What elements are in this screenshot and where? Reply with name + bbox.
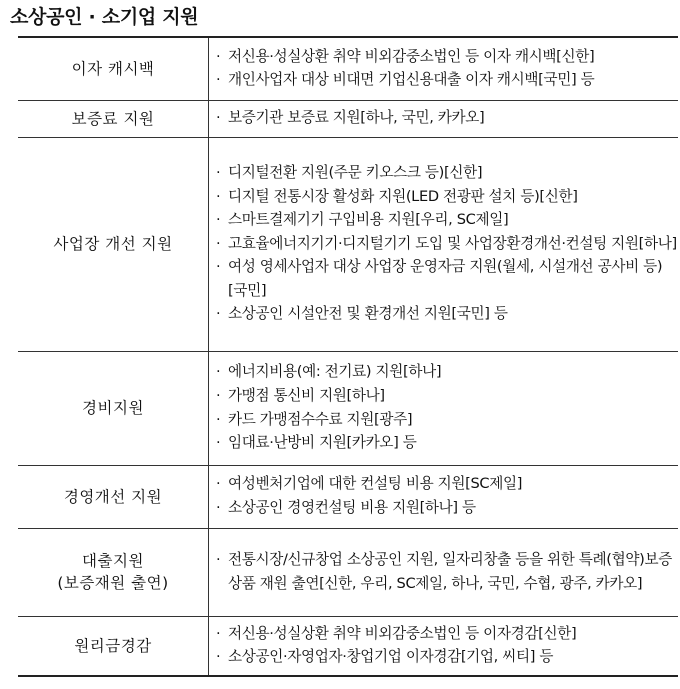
items-cell [209, 137, 679, 351]
category-cell [18, 351, 209, 465]
items-cell [209, 37, 679, 100]
category-label: 사업장 개선 지원 [53, 235, 173, 253]
list-item [209, 68, 678, 92]
table-row [18, 351, 678, 465]
items-cell [209, 100, 679, 137]
item-text: 카드 가맹점수수료 지원[광주] [228, 410, 413, 428]
support-table [18, 36, 678, 677]
item-text: 여성벤처기업에 대한 컨설팅 비용 지원[SC제일] [228, 475, 523, 493]
bullet: · [216, 499, 221, 516]
item-text: 스마트결제기기 구입비용 지원[우리, SC제일] [228, 211, 509, 229]
bullet: · [216, 258, 221, 276]
list-item [209, 622, 678, 646]
items-cell [209, 351, 679, 465]
item-text: 여성 영세사업자 대상 사업장 운영자금 지원(월세, 시설개선 공사비 등)[국민] [228, 258, 663, 299]
item-text: 개인사업자 대상 비대면 기업신용대출 이자 캐시백[국민] 등 [228, 71, 595, 89]
list-item [209, 431, 678, 455]
category-label: 대출지원 [82, 552, 144, 570]
bullet: · [216, 386, 221, 404]
bullet: · [216, 434, 221, 452]
bullet: · [216, 109, 221, 127]
category-sublabel: (보증재원 출연) [57, 574, 169, 592]
category-label: 경비지원 [82, 399, 144, 417]
bullet: · [216, 163, 221, 181]
list-item [209, 496, 678, 520]
table-row [18, 100, 678, 137]
category-cell [18, 137, 209, 351]
category-cell [18, 465, 209, 528]
category-label: 이자 캐시백 [71, 59, 155, 78]
table-row [18, 465, 678, 528]
list-item [209, 360, 678, 384]
list-item [209, 548, 678, 595]
list-item [209, 45, 678, 69]
bullet: · [216, 363, 221, 381]
bullet: · [216, 550, 221, 568]
item-text: 전통시장/신규창업 소상공인 지원, 일자리창출 등을 위한 특례(협약)보증상품 재원 출연[신한, 우리, SC제일, 하나, 국민, 수협, 광주, 카카오] [228, 550, 672, 592]
item-text: 에너지비용(예: 전기료) 지원[하나] [228, 363, 442, 381]
category-label: 경영개선 지원 [63, 487, 163, 506]
table-row [18, 528, 678, 616]
item-text: 소상공인 경영컨설팅 비용 지원[하나] 등 [228, 499, 476, 516]
table-row [18, 616, 678, 676]
list-item [209, 255, 678, 302]
item-text: 보증기관 보증료 지원[하나, 국민, 카카오] [228, 109, 485, 127]
item-text: 임대료·난방비 지원[카카오] 등 [228, 434, 417, 452]
item-text: 소상공인·자영업자·창업기업 이자경감[기업, 씨티] 등 [228, 648, 554, 666]
table-row [18, 137, 678, 351]
bullet: · [216, 211, 221, 229]
list-item [209, 384, 678, 408]
items-cell [209, 528, 679, 616]
list-item [209, 161, 678, 185]
item-text: 소상공인 시설안전 및 환경개선 지원[국민] 등 [228, 305, 508, 323]
list-item [209, 106, 678, 130]
item-text: 디지털전환 지원(주문 키오스크 등)[신한] [228, 163, 483, 181]
bullet: · [216, 410, 221, 428]
category-cell [18, 100, 209, 137]
category-cell [18, 616, 209, 676]
list-item [209, 232, 678, 256]
list-item [209, 472, 678, 496]
bullet: · [216, 475, 221, 493]
bullet: · [216, 234, 221, 252]
bullet: · [216, 47, 221, 65]
list-item [209, 208, 678, 232]
items-cell [209, 616, 679, 676]
item-text: 가맹점 통신비 지원[하나] [228, 386, 385, 404]
list-item [209, 645, 678, 669]
bullet: · [216, 648, 221, 666]
page-title: 소상공인 · 소기업 지원 [10, 6, 199, 28]
item-text: 고효율에너지기기·디지털기기 도입 및 사업장환경개선·컨설팅 지원[하나] [228, 234, 677, 252]
bullet: · [216, 624, 221, 642]
item-text: 저신용·성실상환 취약 비외감중소법인 등 이자 캐시백[신한] [228, 47, 595, 65]
list-item [209, 185, 678, 209]
category-label: 원리금경감 [74, 636, 152, 655]
items-cell [209, 465, 679, 528]
item-text: 디지털 전통시장 활성화 지원(LED 전광판 설치 등)[신한] [228, 187, 578, 205]
category-cell [18, 37, 209, 100]
list-item [209, 302, 678, 326]
bullet: · [216, 187, 221, 205]
category-label: 보증료 지원 [71, 109, 155, 128]
table-row [18, 37, 678, 100]
list-item [209, 408, 678, 432]
bullet: · [216, 305, 221, 323]
category-cell [18, 528, 209, 616]
bullet: · [216, 71, 221, 89]
item-text: 저신용·성실상환 취약 비외감중소법인 등 이자경감[신한] [228, 624, 577, 642]
